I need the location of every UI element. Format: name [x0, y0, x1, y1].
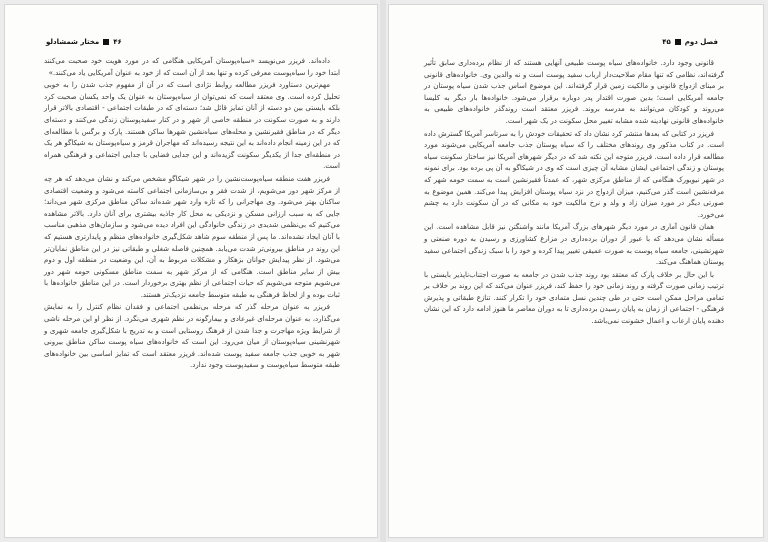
right-page-header: [662, 38, 718, 46]
left-page-body: [44, 56, 340, 372]
right-paragraph: همان قانون آماری در مورد دیگر شهرهای بزرگ آمریکا مانند واشنگتن نیز قابل مشاهده است. این مسأله نشان می‌دهد که با عبور از دوران برده‌داری در مزارع کشاورزی و رسیدن به دوره صنعتی و شهرنشینی، جامعه سیاه پوست به صورت عمیقی تغییر پیدا کرده و خود را با سبک زندگی اجتماعی سفید پوستان هماهنگ می‌کند.: [424, 223, 724, 267]
left-paragraph: فریزر به عنوان مرحله گذر که مرحله بی‌نظمی اجتماعی و فقدان نظام کنترل را به نمایش می‌گذارد، به عنوان مرحله‌ای غیرعادی و بیمارگونه در نظم شهری می‌نگرد. از نظر او این مرحله ناشی از شرایط ویژه مهاجرت و جدا شدن از فرهنگ روستایی است و به تدریج با شکل‌گیری جامعه شهری و شهرنشینی سیاه‌پوستان از میان می‌رود. این است که خانواده‌های سیاه پوست ساکن مناطق بیرونی شهر به خوبی جذب جامعه سفید پوست شده‌اند. فریزر معتقد است که تمایز اساسی بین خانواده‌های طبقه متوسط سیاه‌پوست و سفیدپوست وجود ندارد.: [44, 303, 340, 370]
left-page-number: ۴۶: [113, 38, 122, 46]
left-page: [4, 4, 378, 538]
left-paragraph: فریزر هفت منطقه سیاه‌پوست‌نشین را در شهر شیکاگو مشخص می‌کند و نشان می‌دهد که هر چه از مرکز شهر دور می‌شویم، از شدت فقر و بی‌سازمانی اجتماعی کاسته می‌شود و وضعیت اقتصادی ساکنان بهتر می‌شود. وی مهاجرانی را که تازه وارد شهر شده‌اند ساکن مناطق مرکزی شهر می‌داند؛ جایی که به سبب ارزانی مسکن و نزدیکی به محل کار جاذبه بیشتری برای آنان دارد. بالاتر مشاهده می‌کنیم که بی‌نظمی شدیدی در زندگی خانوادگی این افراد دیده می‌شود و سازمان‌های مذهبی مناسب با آنان ایجاد نشده‌اند. ما پس از منطقه سوم شاهد شکل‌گیری خانواده‌های منظم و پایدارتری هستیم که این روند در مناطق بیرونی‌تر شدت می‌یابد. همچنین فاصله شغلی و طبقاتی نیز در این مناطق نمایان‌تر می‌شود. از نظر پیدایش جوانان بزهکار و مشکلات مربوط به آن، این وضعیت در منطقه اول و دوم بیش از سایر مناطق است. هنگامی که از مرکز شهر به سمت مناطق مسکونی حومه شهر دور می‌شویم متوجه می‌شویم که حیات اجتماعی از نظم بهتری برخوردار است. در این مناطق خانواده‌ها با ثبات بوده و از لحاظ فرهنگی به طبقه متوسط جامعه نزدیک‌تر هستند.: [44, 174, 340, 299]
right-page-number: ۴۵: [662, 38, 671, 46]
left-page-header: [46, 38, 122, 46]
left-paragraph: مهم‌ترین دستاورد فریزر مطالعه روابط نژادی است که در آن از مفهوم جذب شدن را به خوبی تحلیل کرده است. وی معتقد است که نمی‌توان از سیاه‌پوستان به عنوان یک واحد یکسان صحبت کرد بلکه بایستی بین دو دسته از آنان تمایز قائل شد؛ دسته‌ای که در طبقات اجتماعی - اقتصادی بالاتر قرار دارند و به صورت سکونت در منطقه خاصی از شهر و در کنار سفیدپوستان زندگی می‌کنند و دسته‌ای دیگر که در مناطق فقیرنشین و محله‌های سیاه‌نشین شهرها ساکن هستند. پارک و برگس با مطالعه‌ای که در این زمینه انجام داده‌اند به این نتیجه رسیده‌اند که مهاجران قرمز و سیاه‌پوستان به شیکاگو هر یک در منطقه‌ای جدا از یکدیگر سکونت گزیده‌اند و این جدایی فضایی با جدایی اجتماعی و فرهنگی همراه است.: [44, 81, 340, 171]
right-page-body: [424, 58, 724, 328]
right-page-title: فصل دوم: [684, 38, 718, 46]
right-paragraph: فریزر در کتابی که بعدها منتشر کرد نشان داد که تحقیقات خودش را به سرتاسر آمریکا گسترش داده است. در کتاب مذکور وی روندهای مختلف را که سیاه پوستان جذب جامعه آمریکایی می‌شوند مورد مطالعه قرار داده است. فریزر متوجه این نکته شد که در دیگر شهرهای آمریکا نیز ساختار سکونت سیاه پوستان و زندگی اجتماعی ایشان مشابه آن چیزی است که وی در شیکاگو به آن پی برده بود. برای نمونه در شهر نیویورک هنگامی که از مناطق مرکزی شهر، که عمدتاً فقیرنشین است به سمت حومه شهر که مرفه‌نشین است گذر می‌کنیم، میزان ازدواج در نزد سیاه پوستان افزایش پیدا می‌کند. همین موضوع به صورتی دیگر در مورد میزان زاد و ولد و نرخ مالکیت خود به مکانی که در آن سکونت دارد به چشم می‌خورد.: [424, 129, 724, 219]
right-page: [388, 4, 764, 538]
right-paragraph: قانونی وجود دارد. خانواده‌های سیاه پوست طبیعی آنهایی هستند که از نظام برده‌داری سابق تأثیر گرفته‌اند، نظامی که تنها مقام صلاحیت‌دار ارباب سفید پوست است و نه والدین وی. خانواده‌های قانونی بر مبنای ازدواج قانونی و مالکیت زمین قرار گرفته‌اند. این موضوع اساس جذب شدن سیاه پوستان در جامعه آمریکایی است؛ بدین صورت اقتدار پدر دوباره برقرار می‌شود. خانواده‌ها بار دیگر به کلیسا می‌روند و کودکان می‌توانند به مدرسه بروند. فریزر معتقد است روندگذر خانواده‌های طبیعی به خانواده‌های قانونی نهادینه شده مشابه تغییر محل سکونت در یک شهر است.: [424, 59, 724, 125]
header-square-icon: [675, 39, 681, 45]
header-square-icon: [103, 39, 109, 45]
book-gutter: [380, 0, 386, 542]
right-paragraph: با این حال بر خلاف پارک که معتقد بود روند جذب شدن در جامعه به صورت اجتناب‌ناپذیر بایستی با ترتیب زمانی صورت گرفته و روند زمانی خود را حفظ کند، فریزر عنوان می‌کند که این روند بر خلاف بر تمامی مراحل ممکن است حتی در طی چندین نسل متمادی خود را تکرار کنند. تنازع طبقاتی و پذیرش فرهنگی - اجتماعی از زمان به پایان رسیدن برده‌داری تا به دوران معاصر ما هنوز ادامه دارد که این نشان دهنده پایان ارعاب و اعمال خشونت نمی‌باشد.: [424, 270, 724, 326]
left-paragraph: داده‌اند. فریزر می‌نویسد «سیاه‌پوستان آمریکایی هنگامی که در مورد هویت خود صحبت می‌کنند ابتدا خود را سیاه‌پوست معرفی کرده و تنها بعد از آن است که از خود به عنوان آمریکایی یاد می‌کنند.»: [44, 57, 340, 77]
left-page-title: مختار شمشادلو: [46, 38, 100, 46]
